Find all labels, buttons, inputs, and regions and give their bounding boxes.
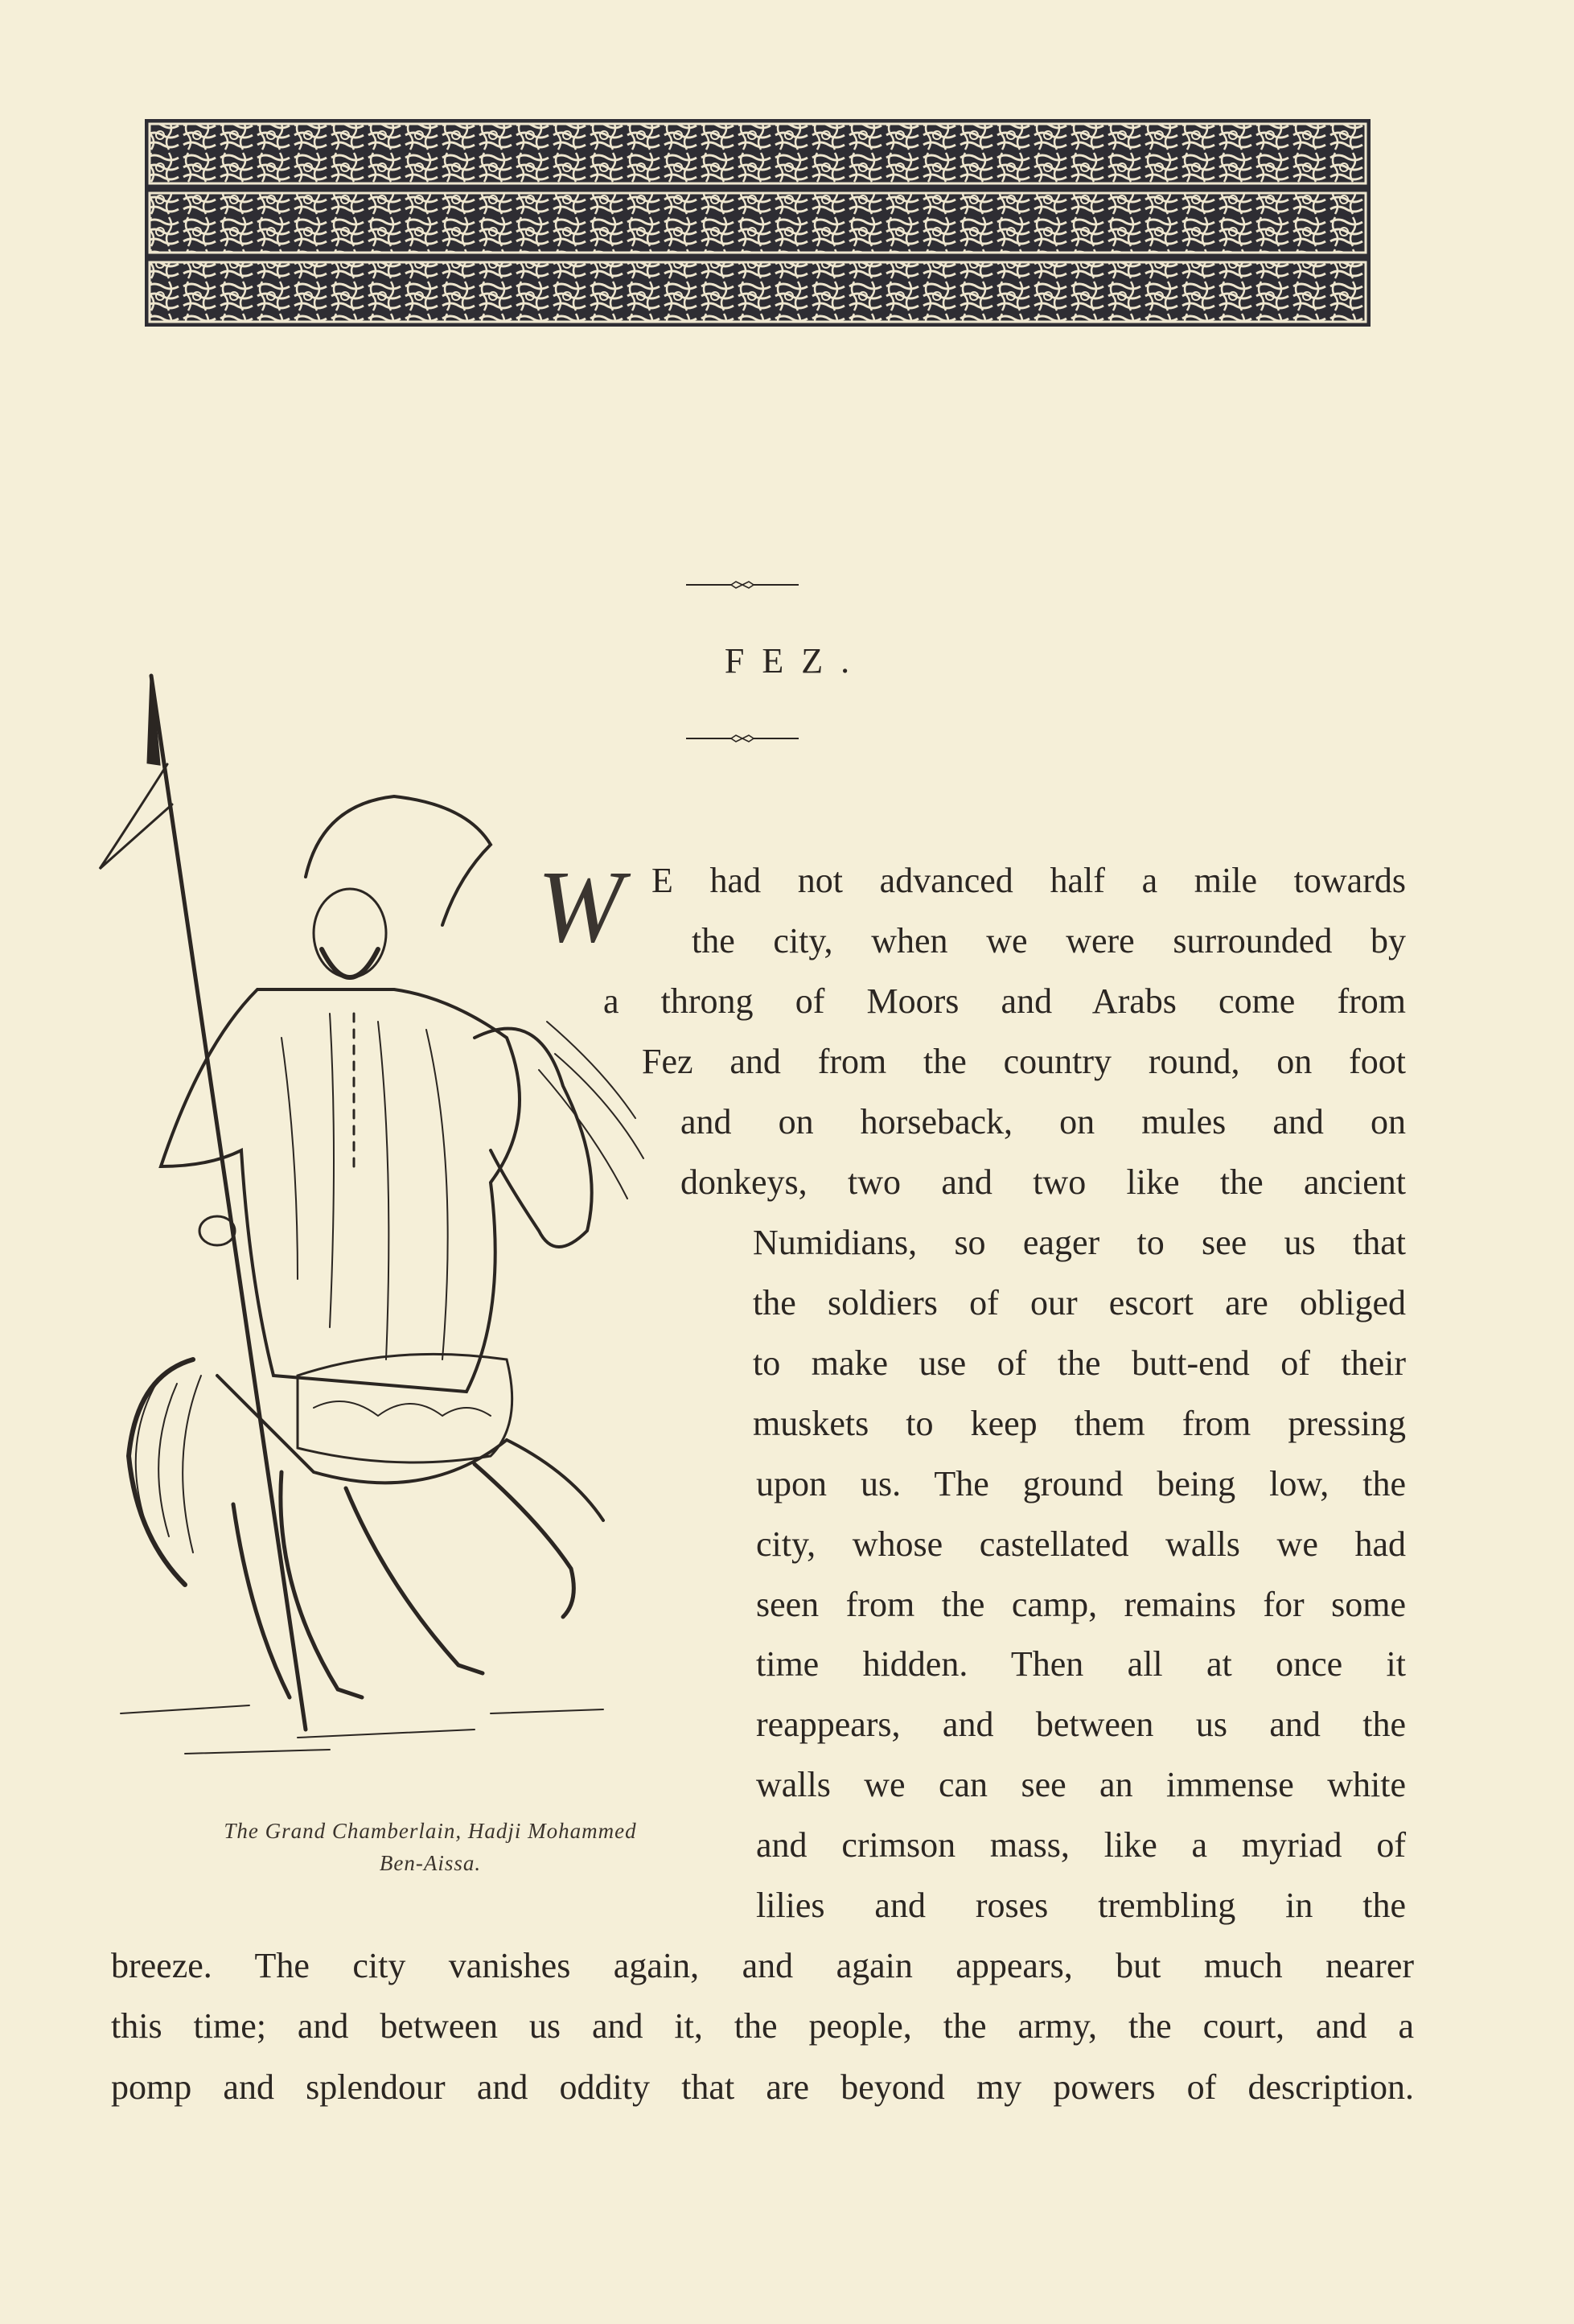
chapter-title: FEZ. [724, 641, 868, 681]
ornament-rule-top [686, 580, 799, 590]
text-line: the soldiers of our escort are obliged [753, 1283, 1406, 1322]
text-line: lilies and roses trembling in the [756, 1886, 1406, 1925]
text-line: the city, when we were surrounded by [692, 921, 1406, 960]
text-line: and crimson mass, like a myriad of [756, 1825, 1406, 1865]
text-line: donkeys, two and two like the ancient [680, 1162, 1406, 1202]
horseman-illustration [88, 668, 716, 1786]
text-line: muskets to keep them from pressing [753, 1404, 1406, 1443]
text-line: seen from the camp, remains for some [756, 1585, 1406, 1624]
text-line: this time; and between us and it, the people, the army, the court, and a [111, 2006, 1414, 2046]
text-line: reappears, and between us and the [756, 1705, 1406, 1744]
interlace-pattern [145, 119, 1371, 327]
text-line: time hidden. Then all at once it [756, 1644, 1406, 1684]
text-line: to make use of the butt-end of their [753, 1343, 1406, 1383]
text-line: breeze. The city vanishes again, and again appears, but much nearer [111, 1946, 1414, 1985]
illustration-caption [113, 1815, 748, 1879]
drop-cap: W [537, 849, 623, 964]
decorative-header-band [145, 119, 1371, 327]
caption-line-2: Ben-Aissa. [379, 1851, 482, 1875]
text-line: walls we can see an immense white [756, 1765, 1406, 1804]
text-line: E had not advanced half a mile towards [651, 861, 1406, 900]
caption-line-1: The Grand Chamberlain, Hadji Mohammed [224, 1819, 637, 1843]
text-line: a throng of Moors and Arabs come from [603, 981, 1406, 1021]
text-line: Numidians, so eager to see us that [753, 1223, 1406, 1262]
text-line: and on horseback, on mules and on [680, 1102, 1406, 1141]
text-line: city, whose castellated walls we had [756, 1524, 1406, 1564]
text-line: upon us. The ground being low, the [756, 1464, 1406, 1503]
text-line: pomp and splendour and oddity that are beyond my powers of description. [111, 2067, 1414, 2107]
text-line: Fez and from the country round, on foot [642, 1042, 1406, 1081]
